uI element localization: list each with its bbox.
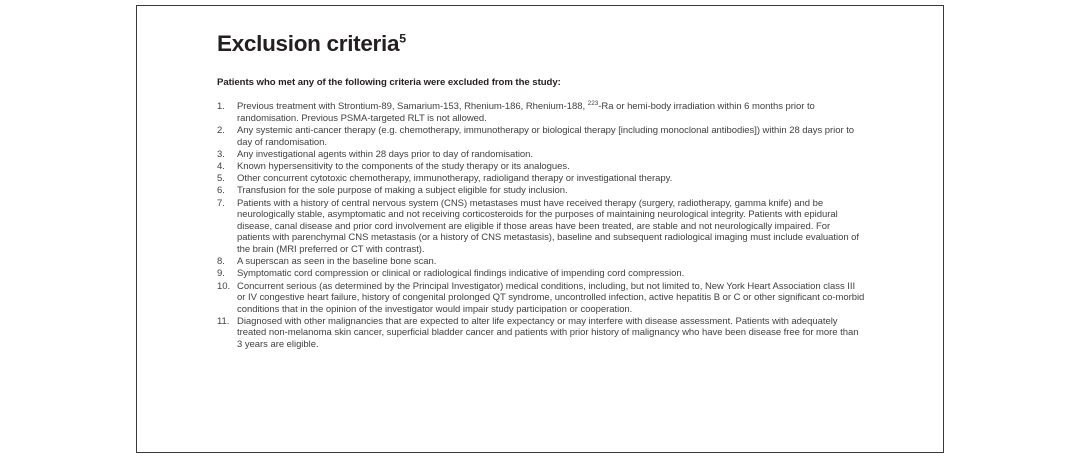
exclusion-criteria-list bbox=[217, 101, 865, 350]
list-item-number: 11. bbox=[217, 315, 230, 327]
list-item-number: 5. bbox=[217, 173, 225, 185]
list-item-text: Transfusion for the sole purpose of making a subject eligible for study inclusion. bbox=[237, 185, 568, 197]
list-item-text: Any investigational agents within 28 days prior to day of randomisation. bbox=[237, 148, 534, 160]
list-item-number: 1. bbox=[217, 101, 225, 113]
list-item bbox=[217, 281, 865, 316]
list-item-text: Patients with a history of central nervous system (CNS) metastases must have received therapy (surgery, radiotherapy, gamma knife) and be neurologically stable, asymptomatic and not receiving corticosteroids for the purposes of maintaining neurological integrity. Patients with epidural disease, canal disease and prior cord involvement are eligible if those areas have been treated, are stable and not neurologically impaired. For patients with parenchymal CNS metastasis (or a history of CNS metastasis), baseline and subsequent radiological imaging must include evaluation of the brain (MRI preferred or CT with contrast). bbox=[237, 197, 860, 255]
list-item bbox=[217, 149, 865, 161]
list-item-text: Other concurrent cytotoxic chemotherapy, immunotherapy, radioligand therapy or investigational therapy. bbox=[237, 173, 673, 185]
list-item-number: 4. bbox=[217, 161, 225, 172]
list-item bbox=[217, 185, 865, 197]
list-item-number: 2. bbox=[217, 125, 225, 137]
list-item bbox=[217, 316, 865, 351]
list-item-text: A superscan as seen in the baseline bone scan. bbox=[237, 256, 437, 268]
list-item-text: Any systemic anti-cancer therapy (e.g. chemotherapy, immunotherapy or biological therapy [including monoclonal antibodies]) within 28 days prior to day of randomisation. bbox=[237, 125, 855, 148]
list-item bbox=[217, 161, 865, 173]
list-item-number: 8. bbox=[217, 256, 225, 268]
list-item-number: 6. bbox=[217, 185, 225, 197]
page-title bbox=[217, 32, 865, 57]
lead-in-text: Patients who met any of the following criteria were excluded from the study: bbox=[217, 76, 561, 88]
list-item-text-part: Previous treatment with Strontium-89, Samarium-153, Rhenium-186, Rhenium-188, bbox=[237, 101, 588, 113]
isotope-superscript: 223 bbox=[587, 100, 599, 108]
list-item bbox=[217, 256, 865, 268]
list-item-text: Symptomatic cord compression or clinical or radiological findings indicative of impending cord compression. bbox=[237, 268, 685, 280]
list-item-text: Diagnosed with other malignancies that are expected to alter life expectancy or may interfere with disease assessment. Patients with adequately treated non-melanoma skin cancer, superficial bladder cancer and patients with prior history of malignancy who have been disease free for more than 3 years are eligible. bbox=[237, 315, 859, 351]
list-item bbox=[217, 101, 865, 124]
list-item bbox=[217, 268, 865, 280]
list-item-number: 7. bbox=[217, 197, 225, 209]
list-item-text bbox=[237, 101, 865, 124]
list-item-number: 9. bbox=[217, 268, 225, 280]
list-item-text: Known hypersensitivity to the components of the study therapy or its analogues. bbox=[237, 161, 570, 172]
page-title-text: Exclusion criteria bbox=[217, 31, 400, 56]
list-item bbox=[217, 198, 865, 256]
list-item-number: 10. bbox=[217, 280, 231, 292]
slide-frame bbox=[136, 5, 944, 453]
list-item-number: 3. bbox=[217, 148, 225, 160]
list-item-text: Concurrent serious (as determined by the Principal Investigator) medical conditions, including, but not limited to, New York Heart Association class III or IV congestive heart failure, history of congenital prolonged QT syndrome, uncontrolled infection, active hepatitis B or C or other significant co-morbid conditions that in the opinion of the investigator would impair study participation or cooperation. bbox=[237, 280, 865, 315]
list-item bbox=[217, 125, 865, 148]
slide-content bbox=[217, 32, 865, 351]
list-item bbox=[217, 173, 865, 185]
page-title-superscript: 5 bbox=[399, 31, 406, 46]
list-item-text-part: -Ra or hemi-body irradiation within 6 months prior to randomisation. Previous PSMA-targeted RLT is not allowed. bbox=[237, 101, 815, 124]
